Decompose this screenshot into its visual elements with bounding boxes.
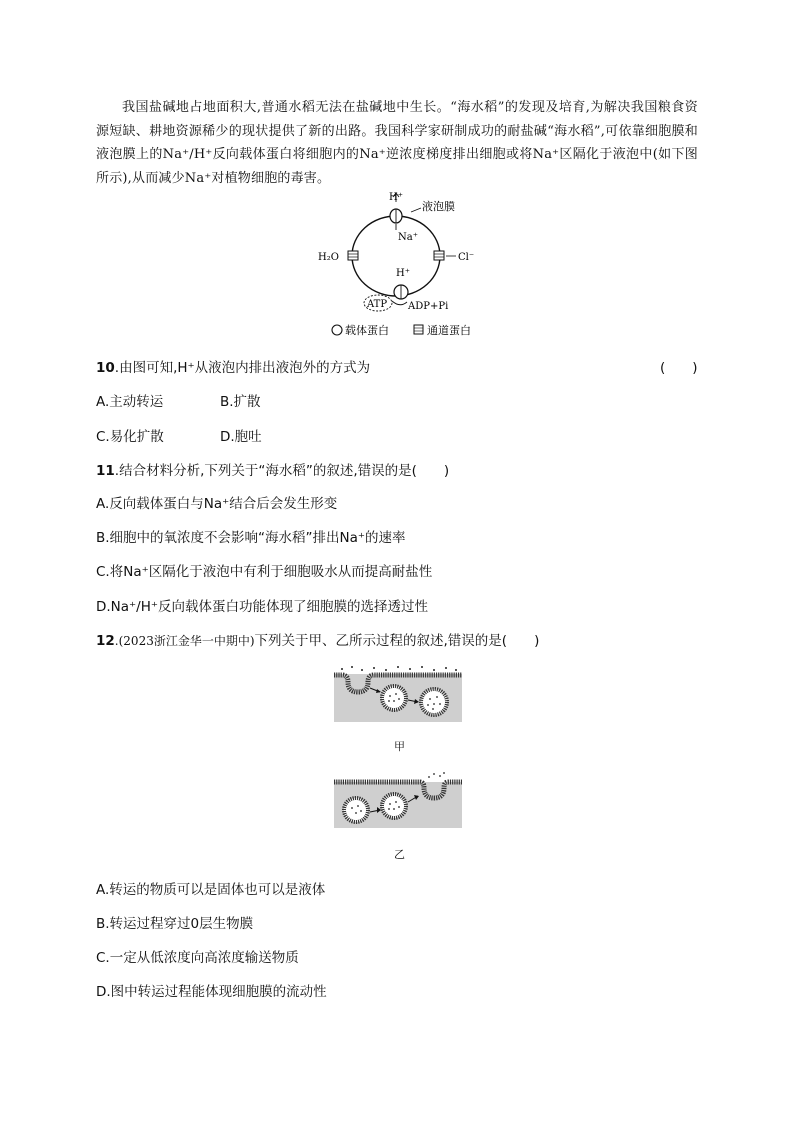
caption-jia: 甲 — [394, 740, 405, 753]
q12-option-c: C.一定从低浓度向高浓度输送物质 — [96, 950, 299, 966]
chloride-label: Cl⁻ — [458, 252, 475, 263]
q10-option-c: C.易化扩散 — [96, 429, 164, 445]
q11-option-a: A.反向载体蛋白与Na⁺结合后会发生形变 — [96, 496, 338, 512]
q12-option-d: D.图中转运过程能体现细胞膜的流动性 — [96, 984, 327, 1000]
channel-legend-icon — [414, 325, 423, 334]
adp-label: ADP+Pi — [408, 301, 449, 312]
left-channel-protein — [348, 251, 358, 260]
q11-option-c: C.将Na⁺区隔化于液泡中有利于细胞吸水从而提高耐盐性 — [96, 564, 433, 580]
h-ion-mid-label: H⁺ — [396, 268, 410, 279]
water-label: H₂O — [318, 252, 339, 263]
carrier-legend-icon — [332, 325, 342, 335]
q10-option-a: A.主动转运 — [96, 394, 164, 410]
right-channel-protein — [434, 251, 444, 260]
q10-number: 10 — [96, 360, 115, 376]
na-ion-label: Na⁺ — [398, 232, 418, 243]
channel-legend-label: 通道蛋白 — [427, 324, 471, 337]
vesicle-2 — [421, 689, 447, 715]
exocytosis-diagram — [334, 770, 462, 828]
carrier-legend-label: 载体蛋白 — [345, 324, 389, 337]
q11-stem — [96, 459, 449, 479]
q12-number: 12 — [96, 633, 115, 649]
q10-option-d: D.胞吐 — [220, 429, 262, 445]
vesicle-4 — [382, 794, 406, 818]
vesicle-3 — [344, 798, 368, 822]
vacuole-transport-diagram — [312, 188, 512, 348]
q10-text: .由图可知,H⁺从液泡内排出液泡外的方式为 — [114, 360, 371, 376]
q11-number: 11 — [96, 463, 115, 479]
q10-stem — [96, 356, 370, 376]
q12-text: 下列关于甲、乙所示过程的叙述,错误的是( ) — [254, 633, 540, 649]
caption-yi: 乙 — [394, 848, 405, 861]
q10-answer-blank: ( ) — [660, 360, 698, 376]
q10-option-b: B.扩散 — [220, 394, 261, 410]
vesicle-1 — [382, 686, 406, 710]
membrane-label: 液泡膜 — [422, 200, 455, 213]
q12-option-a: A.转运的物质可以是固体也可以是液体 — [96, 882, 326, 898]
q12-source: .(2023浙江金华一中期中) — [114, 634, 255, 648]
q11-option-b: B.细胞中的氧浓度不会影响“海水稻”排出Na⁺的速率 — [96, 530, 406, 546]
endocytosis-diagram — [334, 664, 462, 722]
h-ion-top-label: H⁺ — [389, 192, 403, 203]
q11-option-d: D.Na⁺/H⁺反向载体蛋白功能体现了细胞膜的选择透过性 — [96, 599, 429, 615]
material-passage: 我国盐碱地占地面积大,普通水稻无法在盐碱地中生长。“海水稻”的发现及培育,为解决我国粮食资源短缺、耕地资源稀少的现状提供了新的出路。我国科学家研制成功的耐盐碱“海水稻”,可依靠细胞膜和液泡膜上的Na⁺/H⁺反向载体蛋白将细胞内的Na⁺逆浓度梯度排出细胞或将Na⁺区隔化于液泡中(如下图所示),从而减少Na⁺对植物细胞的毒害。 — [96, 100, 698, 186]
q11-text: .结合材料分析,下列关于“海水稻”的叙述,错误的是( ) — [114, 463, 450, 479]
q12-option-b: B.转运过程穿过0层生物膜 — [96, 916, 254, 932]
atp-label: ATP — [367, 299, 388, 310]
q12-stem — [96, 629, 539, 649]
